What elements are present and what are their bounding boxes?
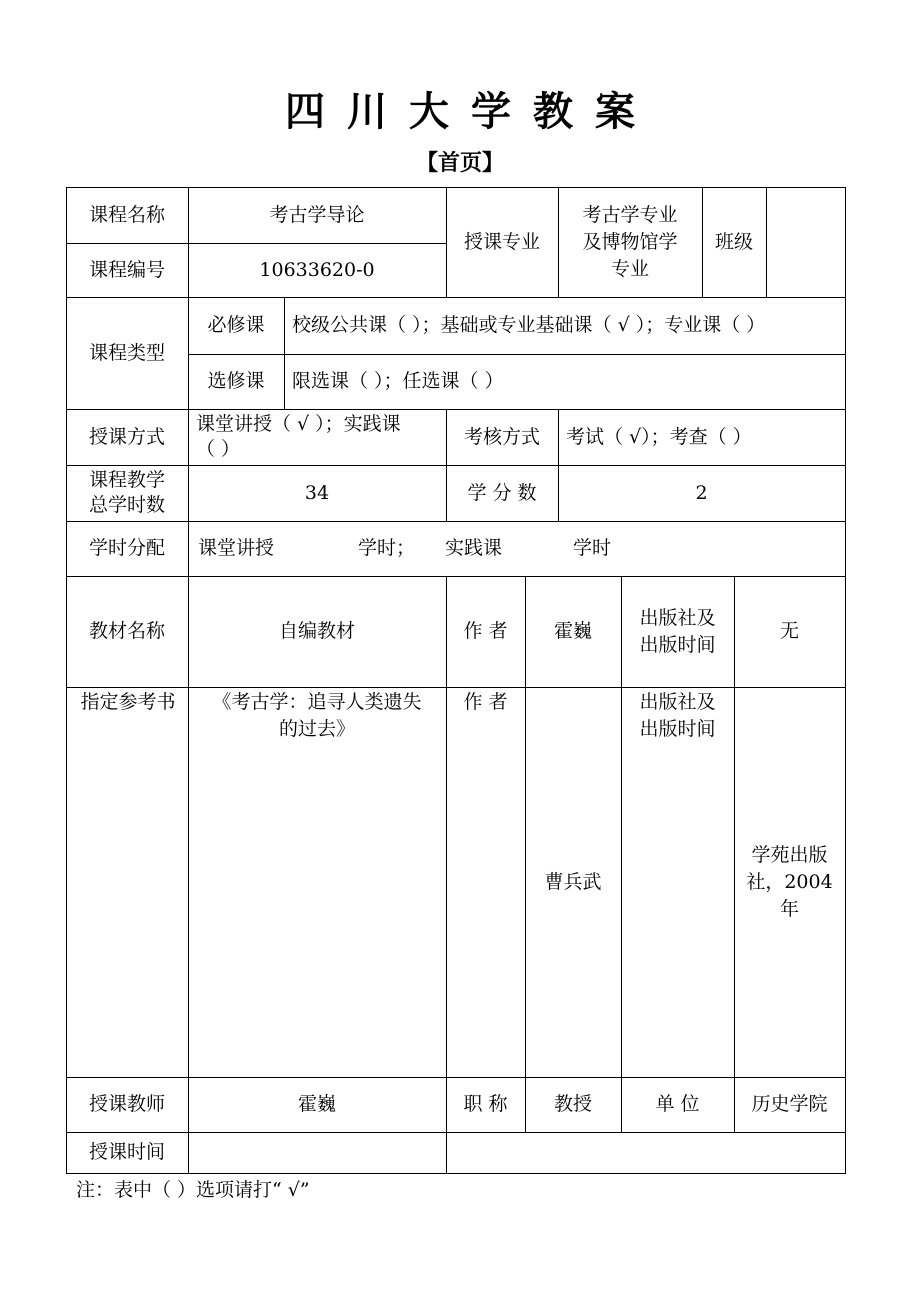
- teacher-unit: 历史学院: [751, 1093, 828, 1115]
- reference-publisher-label: [621, 688, 734, 1077]
- publisher-label-line: 出版社及: [639, 691, 716, 713]
- total-hours-label: [66, 465, 188, 521]
- reference-publisher: [734, 688, 845, 1077]
- reference-publisher-line: 学苑出版: [751, 844, 828, 866]
- class-value: [766, 187, 845, 297]
- page-title: 四川大学教案: [285, 88, 657, 135]
- credit-value: 2: [695, 481, 708, 504]
- exam-label: 考核方式: [463, 425, 540, 448]
- total-hours-value: 34: [304, 481, 330, 504]
- elective-value: 限选课（ ）；任选课（ ）: [292, 370, 504, 392]
- teaching-mode-line: 课堂讲授（ √ ）；实践课: [196, 413, 401, 435]
- textbook-author: 霍巍: [553, 620, 592, 642]
- teaching-mode-value: [188, 409, 446, 465]
- reference-publisher-line: 年: [779, 898, 799, 920]
- teacher-label: 授课教师: [88, 1093, 165, 1115]
- major-line: 考古学专业: [582, 203, 678, 226]
- total-hours-label-line: 课程教学: [88, 469, 165, 491]
- reference-label: 指定参考书: [80, 691, 176, 713]
- total-hours-label-line: 总学时数: [88, 494, 165, 516]
- teaching-time-label: 授课时间: [88, 1141, 165, 1163]
- allocation-lecture: 课堂讲授: [198, 537, 275, 559]
- publisher-label-line: 出版时间: [639, 718, 716, 740]
- teacher-unit-label: 单 位: [655, 1093, 700, 1115]
- publisher-label-line: 出版时间: [639, 633, 716, 656]
- course-type-label: 课程类型: [88, 341, 165, 364]
- teacher-title: 教授: [553, 1093, 592, 1115]
- allocation-hours-lecture: 学时；: [358, 537, 416, 559]
- textbook-value: 自编教材: [278, 620, 355, 642]
- major-line: 专业: [610, 257, 649, 280]
- course-name-value: 考古学导论: [269, 203, 365, 226]
- course-name-label: 课程名称: [88, 203, 165, 226]
- table-border-bottom: [66, 1173, 846, 1174]
- course-code-value: 10633620-0: [259, 258, 375, 281]
- reference-publisher-line: 社，2004: [746, 871, 833, 893]
- footnote: 注：表中（ ）选项请打“ √”: [76, 1179, 310, 1201]
- reference-value: [188, 688, 446, 1077]
- major-line: 及博物馆学: [582, 230, 678, 253]
- required-label: 必修课: [207, 314, 265, 336]
- reference-author: 曹兵武: [544, 871, 602, 893]
- major-label: 授课专业: [463, 230, 540, 253]
- teaching-mode-line: （ ）: [196, 438, 241, 460]
- reference-title-line: 的过去》: [278, 718, 355, 740]
- class-label: 班级: [714, 230, 753, 253]
- teacher-name: 霍巍: [297, 1093, 336, 1115]
- page-subtitle: 【首页】: [415, 150, 504, 176]
- allocation-practice: 实践课: [445, 537, 503, 559]
- allocation-hours-practice: 学时: [573, 537, 612, 559]
- teacher-title-label: 职 称: [463, 1093, 508, 1115]
- publisher-label-line: 出版社及: [639, 606, 716, 629]
- table-border-right: [845, 187, 846, 1174]
- required-value: 校级公共课（ ）；基础或专业基础课（ √ ）；专业课（ ）: [292, 314, 766, 336]
- textbook-author-label: 作 者: [463, 620, 508, 642]
- allocation-label: 学时分配: [88, 537, 165, 559]
- teaching-time-value: [188, 1132, 845, 1173]
- reference-title-line: 《考古学：追寻人类遗失: [212, 691, 422, 713]
- elective-label: 选修课: [207, 370, 265, 392]
- teaching-mode-label: 授课方式: [88, 425, 165, 448]
- textbook-label: 教材名称: [88, 620, 165, 642]
- major-value: [558, 187, 702, 297]
- textbook-publisher-label: [621, 576, 734, 687]
- exam-value: 考试（ √）；考查（ ）: [566, 425, 752, 448]
- credit-label: 学 分 数: [467, 481, 537, 504]
- course-code-label: 课程编号: [88, 258, 165, 281]
- reference-author-label: 作 者: [463, 691, 508, 713]
- textbook-publisher: 无: [779, 620, 799, 642]
